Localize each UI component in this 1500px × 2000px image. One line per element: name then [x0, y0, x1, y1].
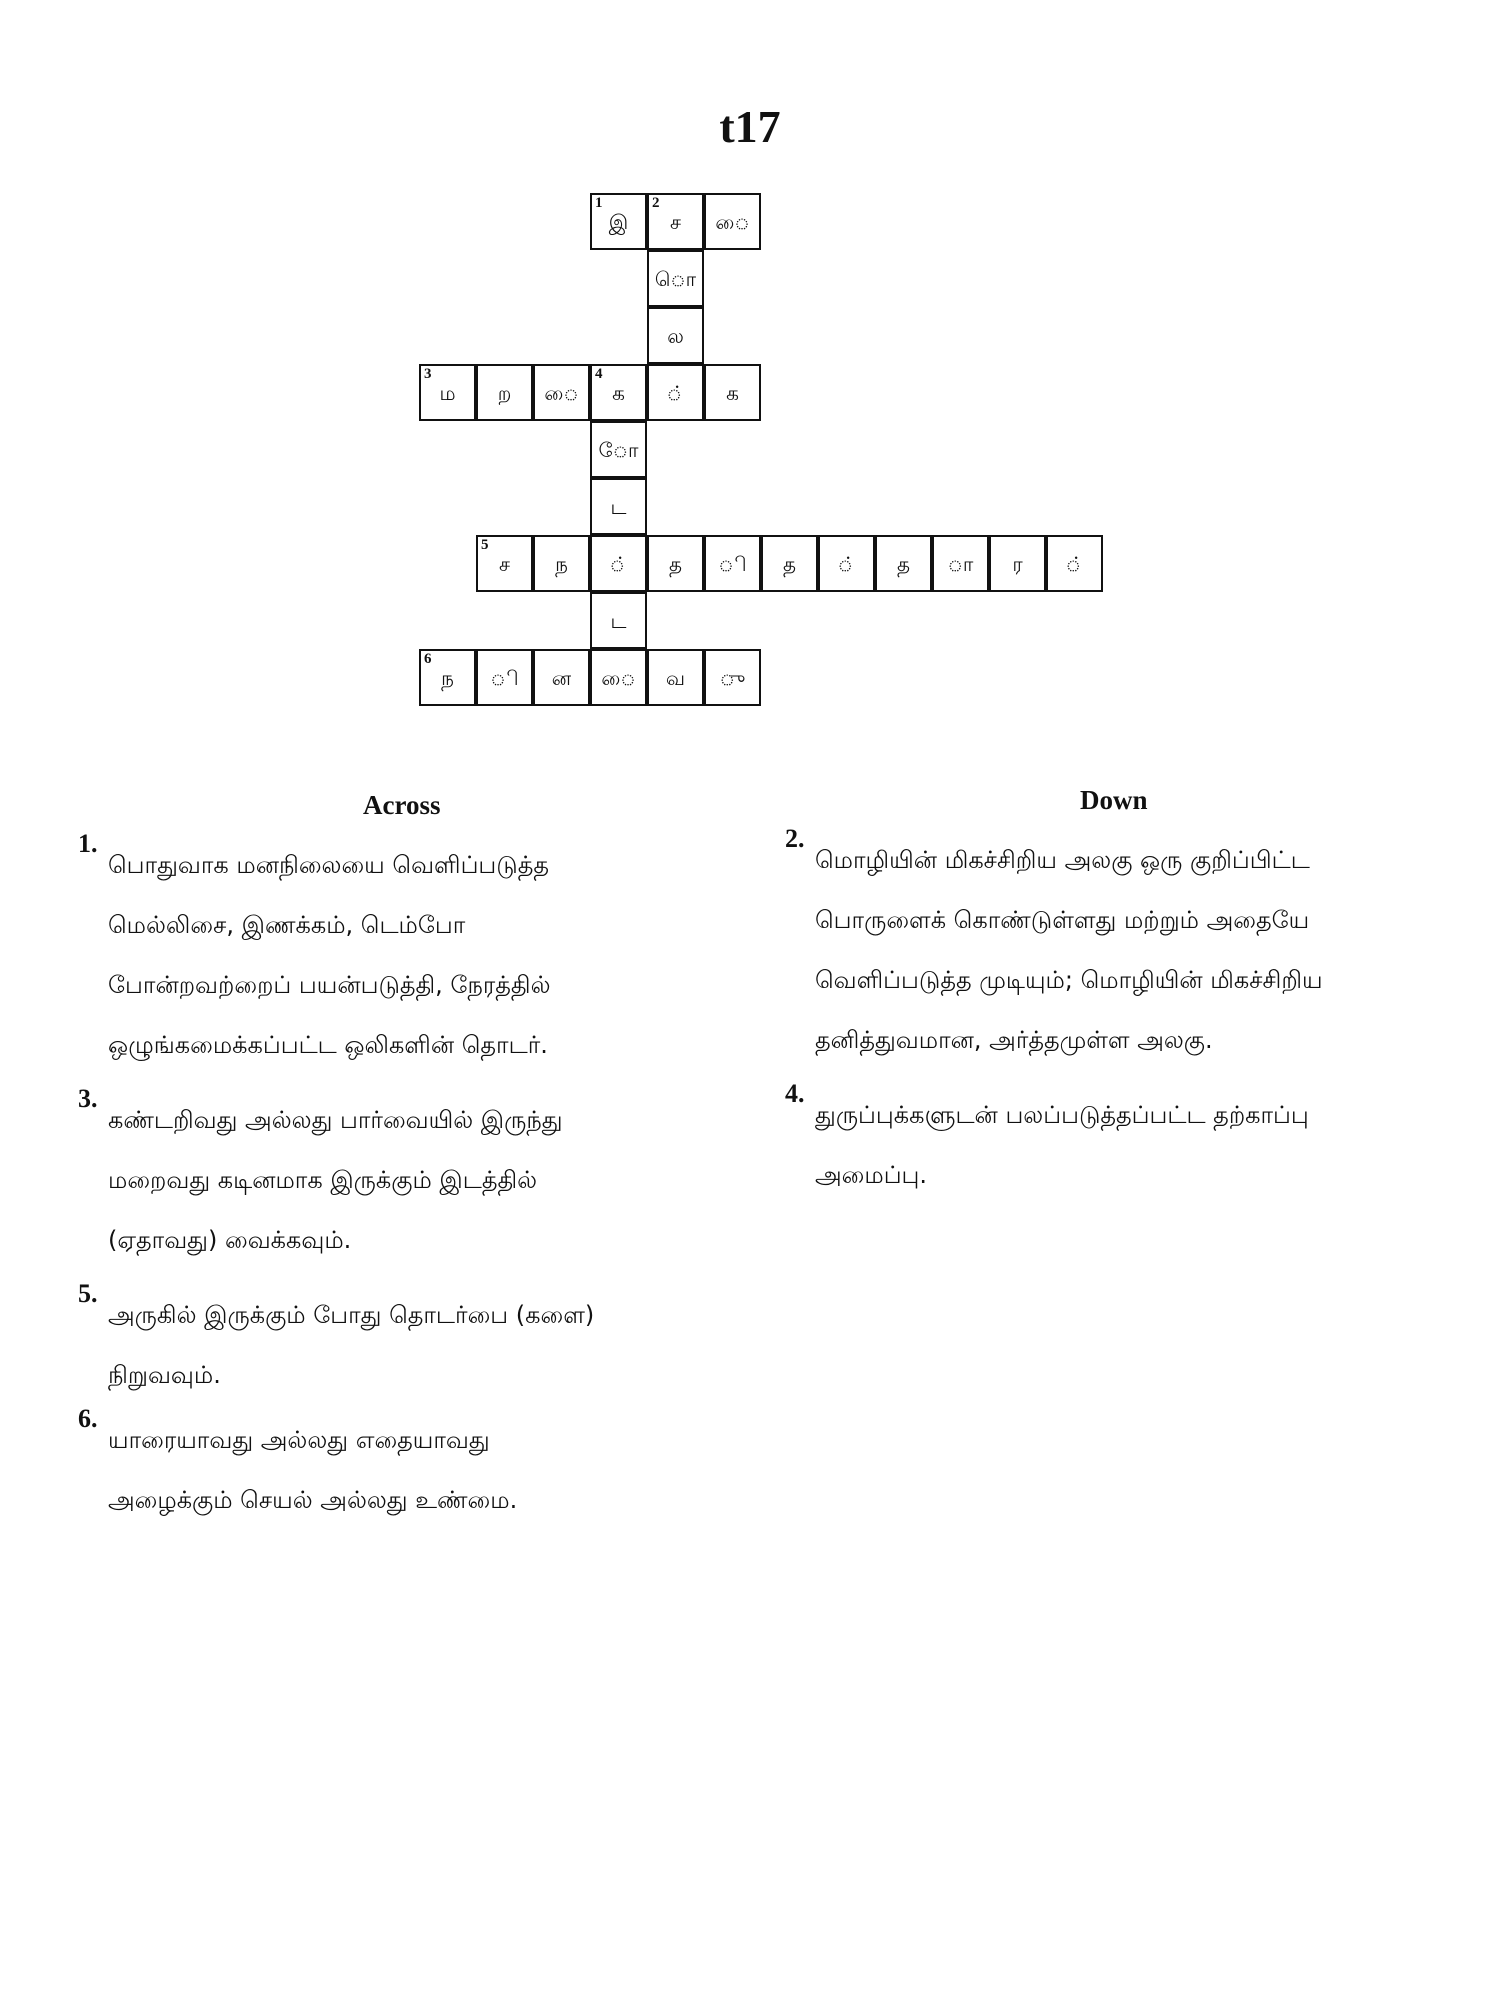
clue-line: (ஏதாவது) வைக்கவும்.	[108, 1226, 352, 1254]
clue-line: யாரையாவது அல்லது எதையாவது	[108, 1426, 490, 1454]
cell-letter: ி	[718, 552, 747, 576]
crossword-grid	[0, 0, 1500, 720]
grid-cell	[419, 649, 476, 706]
grid-cell	[704, 649, 761, 706]
cell-letter: க	[612, 381, 625, 405]
grid-cell	[1046, 535, 1103, 592]
grid-cell	[647, 364, 704, 421]
grid-cell	[647, 250, 704, 307]
cell-letter: ை	[544, 381, 579, 405]
cell-letter: ட	[610, 609, 627, 633]
cell-letter: ு	[719, 666, 746, 690]
clue-number: 5.	[78, 1279, 98, 1308]
clue-text	[108, 835, 551, 1075]
grid-cell	[761, 535, 818, 592]
clue-line: அருகில் இருக்கும் போது தொடர்பை (களை)	[108, 1301, 595, 1329]
grid-cell	[704, 364, 761, 421]
cell-letter: த	[668, 552, 683, 576]
clue-line: அழைக்கும் செயல் அல்லது உண்மை.	[108, 1486, 518, 1514]
down-heading: Down	[1080, 785, 1148, 815]
grid-cell	[590, 592, 647, 649]
grid-cell	[590, 364, 647, 421]
grid-cell	[647, 649, 704, 706]
cell-letter: ா	[947, 552, 974, 576]
cell-letter: ை	[715, 210, 750, 234]
cell-letter: ம	[439, 381, 456, 405]
clue-line: துருப்புக்களுடன் பலப்படுத்தப்பட்ட தற்காப்பு	[815, 1101, 1309, 1129]
clue-line: கண்டறிவது அல்லது பார்வையில் இருந்து	[108, 1106, 563, 1134]
cell-letter: க	[726, 381, 739, 405]
cell-letter: ்	[1065, 552, 1084, 576]
clue-line: ஒழுங்கமைக்கப்பட்ட ஒலிகளின் தொடர்.	[108, 1031, 548, 1059]
grid-cell	[989, 535, 1046, 592]
grid-cell	[647, 307, 704, 364]
clue-text	[815, 1085, 1309, 1205]
clue-number: 5	[481, 537, 489, 553]
clue-line: மொழியின் மிகச்சிறிய அலகு ஒரு குறிப்பிட்ட	[815, 846, 1310, 874]
clue-text	[108, 1285, 594, 1405]
cell-letter: ோ	[598, 438, 639, 462]
cell-letter: ச	[498, 552, 511, 576]
clue-line: பொருளைக் கொண்டுள்ளது மற்றும் அதையே	[815, 906, 1310, 934]
cell-letter: த	[782, 552, 797, 576]
clue-line: போன்றவற்றைப் பயன்படுத்தி, நேரத்தில்	[108, 971, 551, 999]
cell-letter: இ	[608, 210, 629, 234]
clue-text	[108, 1090, 563, 1270]
clue-line: மறைவது கடினமாக இருக்கும் இடத்தில்	[108, 1166, 538, 1194]
clue-number: 6	[424, 651, 432, 667]
clue-line: பொதுவாக மனநிலையை வெளிப்படுத்த	[108, 851, 549, 879]
clue-line: அமைப்பு.	[815, 1161, 928, 1189]
clue-number: 2	[652, 195, 660, 211]
grid-cell	[476, 364, 533, 421]
clue-line: தனித்துவமான, அர்த்தமுள்ள அலகு.	[815, 1026, 1213, 1054]
clue-text	[815, 830, 1323, 1070]
cell-letter: ்	[666, 381, 685, 405]
clue-number: 2.	[785, 824, 805, 853]
grid-cell	[476, 649, 533, 706]
clue-number: 4.	[785, 1079, 805, 1108]
cell-letter: ை	[601, 666, 636, 690]
puzzle-title: t17	[719, 101, 781, 152]
cell-letter: ர	[1012, 552, 1023, 576]
grid-cell	[419, 364, 476, 421]
cell-letter: ந	[555, 552, 568, 576]
grid-cell	[590, 649, 647, 706]
clue-line: வெளிப்படுத்த முடியும்; மொழியின் மிகச்சிறிய	[815, 966, 1323, 994]
across-heading: Across	[363, 790, 441, 820]
clue-number: 4	[595, 366, 603, 382]
grid-cell	[647, 193, 704, 250]
clue-number: 1.	[78, 829, 98, 858]
grid-cell	[704, 193, 761, 250]
clue-number: 6.	[78, 1404, 98, 1433]
grid-cell	[533, 649, 590, 706]
cell-letter: ந	[441, 666, 454, 690]
grid-cell	[590, 535, 647, 592]
grid-cell	[704, 535, 761, 592]
grid-cell	[647, 535, 704, 592]
grid-cell	[875, 535, 932, 592]
cell-letter: ச	[669, 210, 682, 234]
clue-line: மெல்லிசை, இணக்கம், டெம்போ	[108, 911, 466, 939]
cell-letter: வ	[665, 666, 686, 690]
grid-cell	[932, 535, 989, 592]
grid-cell	[590, 193, 647, 250]
grid-cell	[533, 535, 590, 592]
cell-letter: ட	[610, 495, 627, 519]
clue-line: நிறுவவும்.	[108, 1361, 221, 1389]
grid-cell	[590, 421, 647, 478]
cell-letter: ்	[609, 552, 628, 576]
cell-letter: ல	[667, 324, 684, 348]
clue-text	[108, 1410, 517, 1530]
grid-cell	[818, 535, 875, 592]
cell-letter: த	[896, 552, 911, 576]
cell-letter: ற	[497, 381, 512, 405]
cell-letter: ொ	[654, 267, 697, 291]
cell-letter: ி	[490, 666, 519, 690]
grid-cell	[533, 364, 590, 421]
clue-number: 3	[424, 366, 432, 382]
clue-number: 3.	[78, 1084, 98, 1113]
clue-number: 1	[595, 195, 603, 211]
grid-cell	[476, 535, 533, 592]
cell-letter: ன	[551, 666, 572, 690]
cell-letter: ்	[837, 552, 856, 576]
grid-cell	[590, 478, 647, 535]
